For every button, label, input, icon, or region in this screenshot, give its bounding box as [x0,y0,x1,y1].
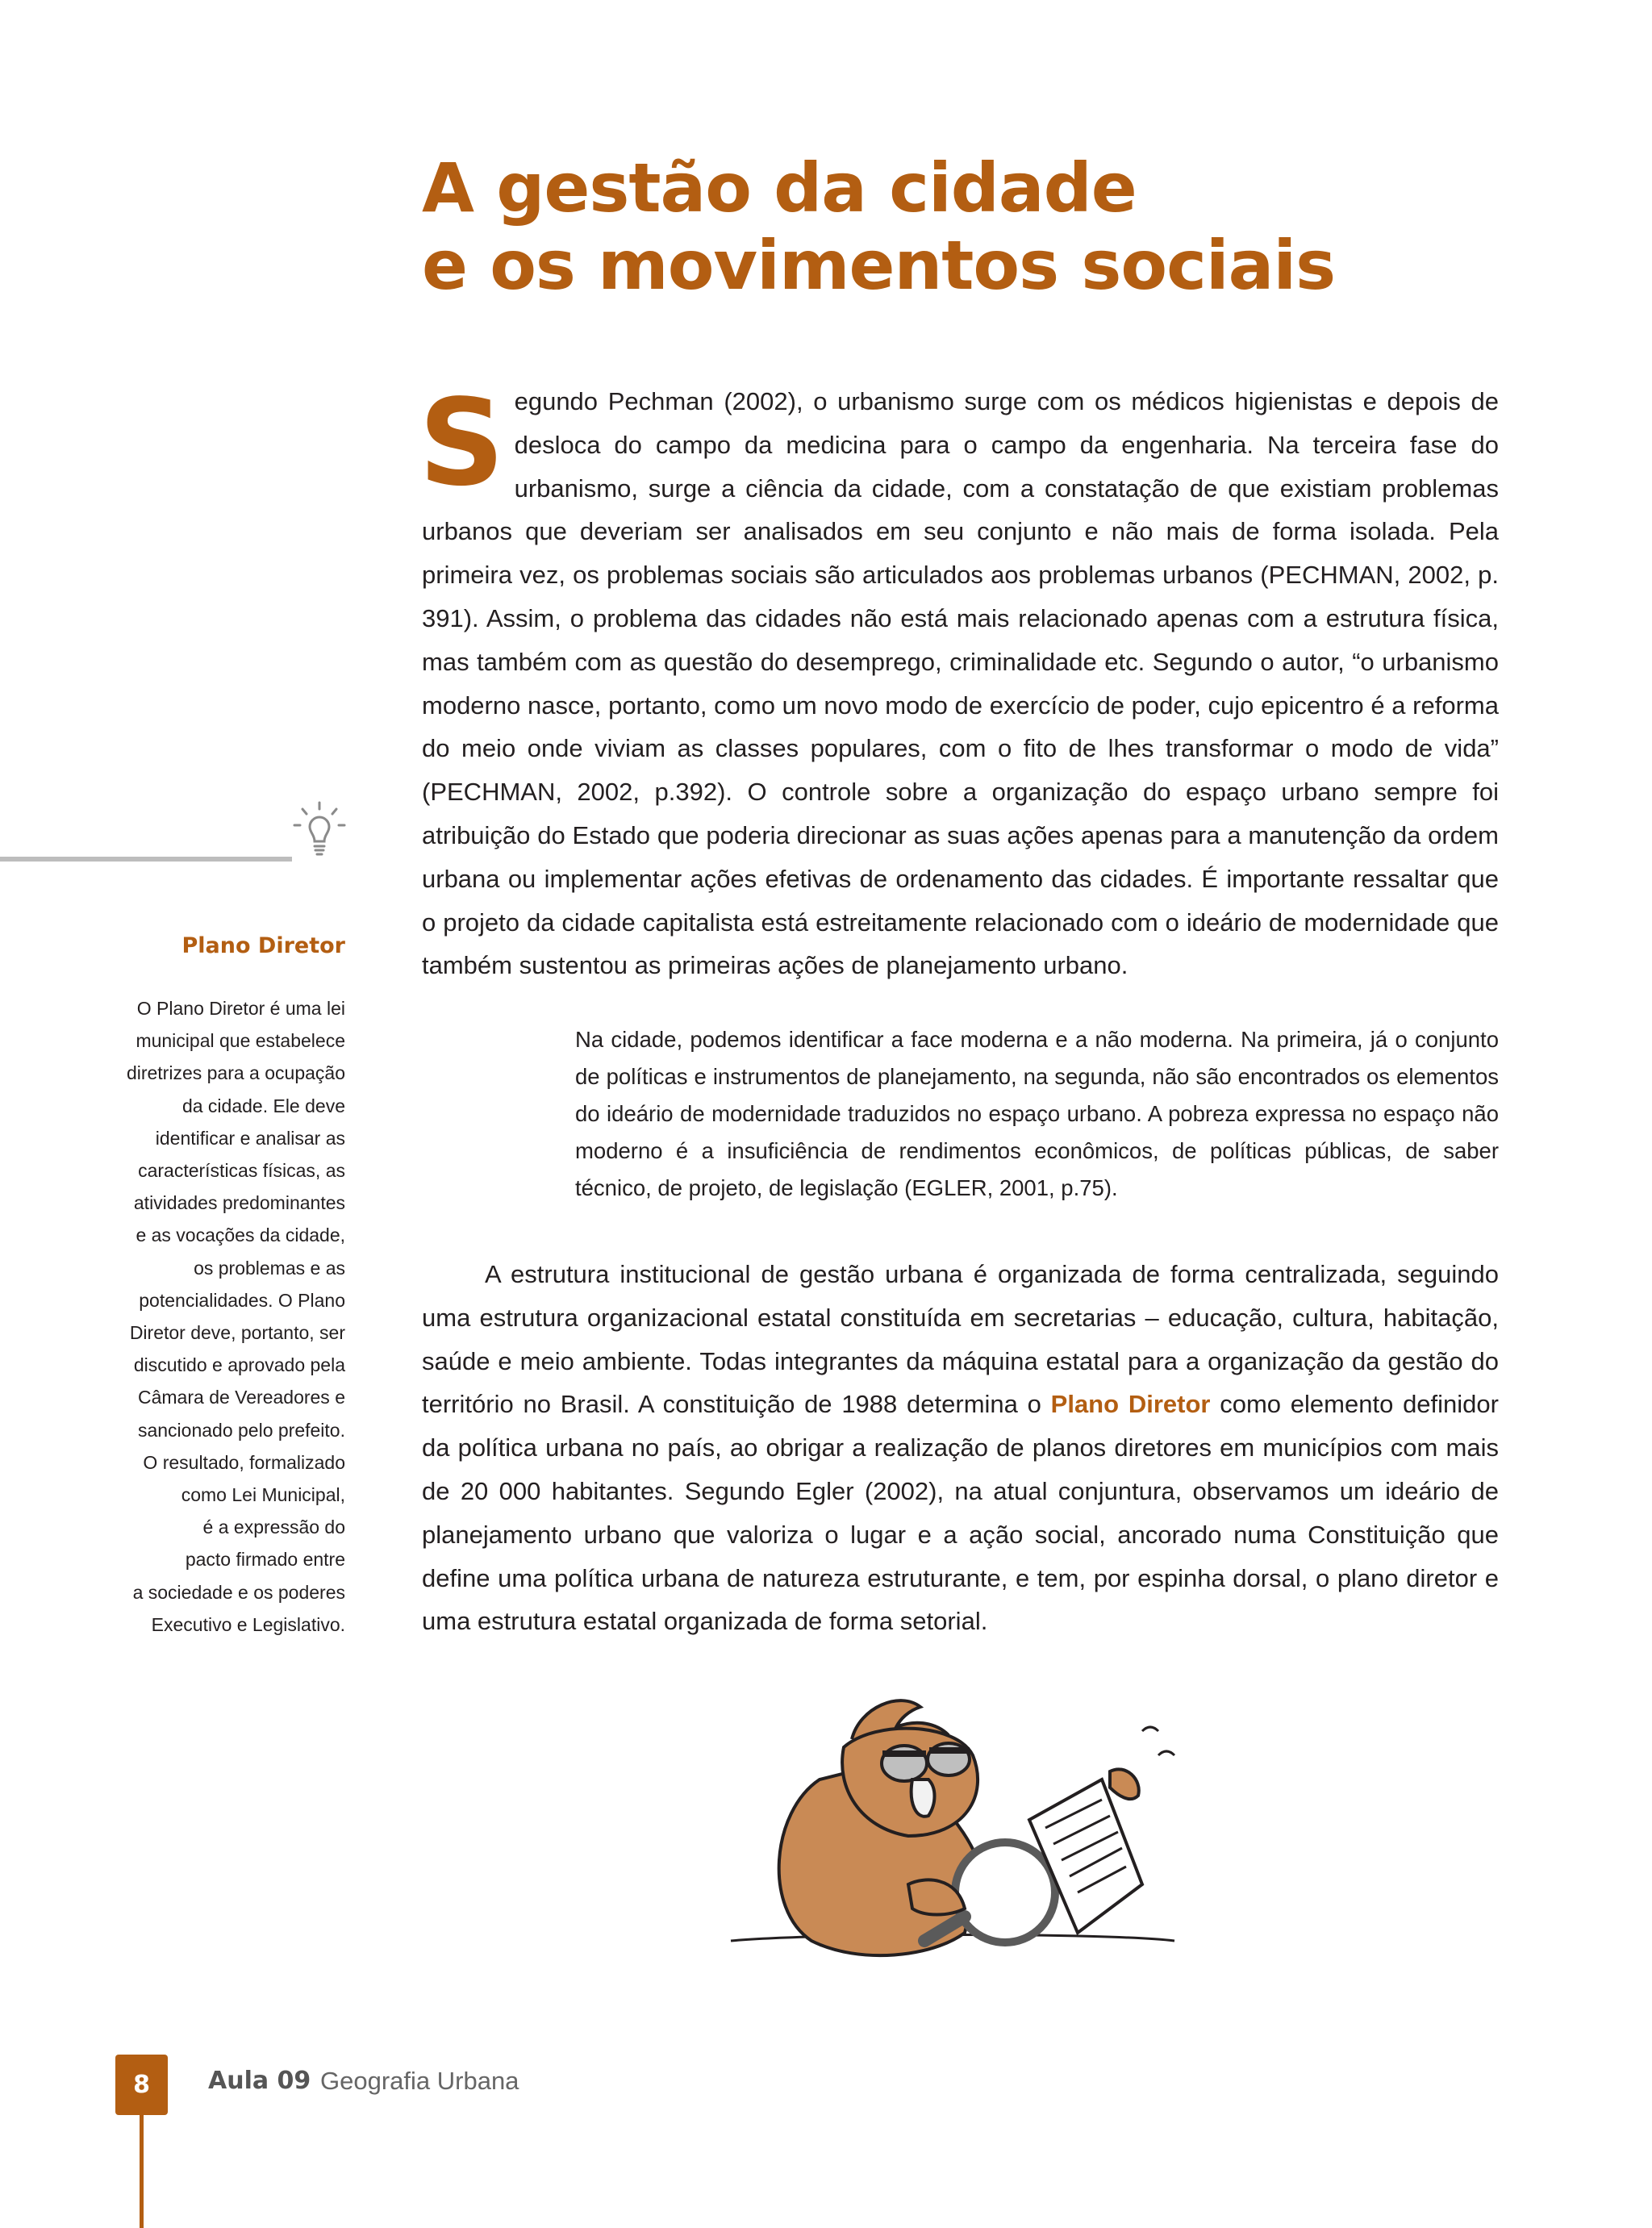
sidebar-line: características físicas, as [138,1160,345,1182]
footer-lesson: Aula 09 [208,2067,311,2095]
sidebar-line: pacto firmado entre [185,1549,345,1571]
sidebar-title: Plano Diretor [181,933,345,958]
sidebar-line: Câmara de Vereadores e [138,1387,345,1408]
sidebar-line: Executivo e Legislativo. [151,1613,345,1635]
sidebar-line: diretrizes para a ocupação [126,1062,345,1084]
sidebar-line: municipal que estabelece [136,1030,345,1052]
intro-paragraph-text: egundo Pechman (2002), o urbanismo surge com os médicos higienistas e depois de desloca do campo da medicina para o campo da engenharia. Na terceira fase do urbanismo, surge a ciência da cidade, com a constatação de que existiam problemas urbanos que deveriam ser analisados em seu conjunto e não mais de forma isolada. Pela primeira vez, os problemas sociais são articulados aos problemas urbanos (PECHMAN, 2002, p. 391). Assim, o problema das cidades não está mais relacionado apenas com a estrutura física, mas também com as questão do desemprego, criminalidade etc. Segundo o autor, “o urbanismo moderno nasce, portanto, como um novo modo de exercício de poder, cujo epicentro é a reforma do meio onde viviam as classes populares, com o fito de lhes transformar o modo de vida” (PECHMAN, 2002, p.392). O controle sobre a organização do espaço urbano sempre foi atribuição do Estado que poderia direcionar as suas ações apenas para a manutenção da ordem urbana ou implementar ações efetivas de ordenamento das cidades. É importante ressaltar que o projeto da cidade capitalista está estreitamente relacionado com o ideário de modernidade que também sustentou as primeiras ações de planejamento urbano. [422,387,1499,980]
sidebar-line: O Plano Diretor é uma lei [136,998,345,1019]
second-paragraph-text-a: A estrutura institucional de gestão urbana é organizada de forma centralizada, seguindo uma estrutura organizacional estatal constituída em secretarias – educação, cultura, habitação, saúde e meio ambiente. Todas integrantes da máquina estatal para a organização da gestão do território no Brasil. A constituição de 1988 determina o [422,1260,1499,1419]
sidebar-line: sancionado pelo prefeito. [137,1419,345,1441]
sidebar-line: discutido e aprovado pela [133,1354,345,1376]
sidebar-line: é a expressão do [202,1517,345,1538]
page-title [422,149,1551,304]
second-paragraph [422,1253,1499,1643]
sidebar-line: da cidade. Ele deve [181,1095,345,1116]
intro-paragraph [419,373,1499,987]
sidebar-line: atividades predominantes [133,1192,345,1214]
sidebar-line: os problemas e as [194,1257,345,1279]
second-paragraph-text-b: como elemento definidor da política urbana no país, ao obrigar a realização de planos diretores em municípios com mais de 20 000 habitantes. Segundo Egler (2002), na atual conjuntura, observamos um ideário de planejamento urbano que valoriza o lugar e a ação social, ancorado numa Constituição que define uma política urbana de natureza estruturante, e tem, por espinha dorsal, o plano diretor e uma estrutura estatal organizada de forma setorial. [422,1390,1499,1636]
sidebar-line: a sociedade e os poderes [132,1581,345,1603]
lightbulb-icon [292,801,347,861]
sidebar-line: como Lei Municipal, [181,1484,345,1506]
owl-reading-illustration [723,1675,1207,1989]
sidebar-text [97,992,345,1641]
sidebar-divider [0,857,292,862]
sidebar-line: potencialidades. O Plano [139,1289,345,1311]
sidebar-line: Diretor deve, portanto, ser [129,1322,345,1344]
title-line-1: A gestão da cidade [422,148,1137,227]
title-line-2: e os movimentos sociais [422,226,1336,305]
drop-cap: S [419,373,505,512]
sidebar-line: O resultado, formalizado [143,1451,345,1473]
plano-diretor-highlight: Plano Diretor [1050,1390,1211,1419]
page-margin-line [140,2115,144,2228]
page-number: 8 [115,2055,168,2115]
sidebar-line: identificar e analisar as [155,1127,345,1149]
block-quote: Na cidade, podemos identificar a face moderna e a não moderna. Na primeira, já o conjunto de políticas e instrumentos de planejamento, na segunda, não são encontrados os elementos do ideário de modernidade traduzidos no espaço urbano. A pobreza expressa no espaço não moderno é a insuficiência de rendimentos econômicos, de políticas públicas, de saber técnico, de projeto, de legislação (EGLER, 2001, p.75). [575,1027,1499,1200]
footer-course: Geografia Urbana [320,2067,519,2095]
sidebar-line: e as vocações da cidade, [136,1225,345,1246]
